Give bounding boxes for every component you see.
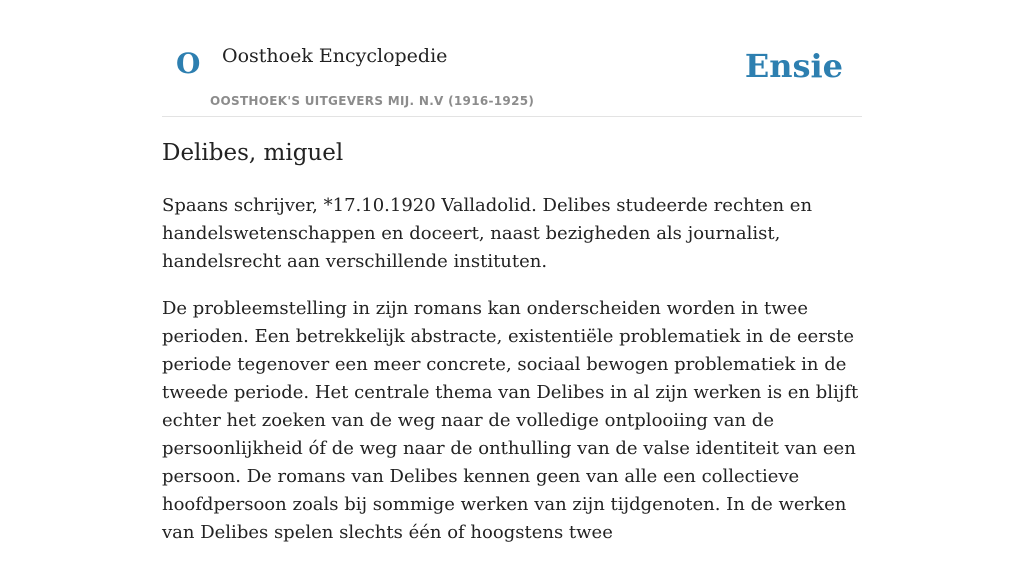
article-body [162, 192, 862, 566]
header [162, 0, 862, 117]
article-title: Delibes, miguel [162, 140, 344, 166]
article-paragraph: Spaans schrijver, *17.10.1920 Valladolid. Delibes studeerde rechten en handelswetenschappen en doceert, naast bezigheden als journalist, handelsrecht aan verschillende instituten. [162, 195, 813, 272]
source-publisher: OOSTHOEK'S UITGEVERS MIJ. N.V (1916-1925) [210, 94, 535, 108]
source-logo: O [176, 47, 201, 80]
article-paragraph: De probleemstelling in zijn romans kan onderscheiden worden in twee perioden. Een betrekkelijk abstracte, existentiële problematiek in de eerste periode tegenover een meer concrete, sociaal bewogen problematiek in de tweede periode. Het centrale thema van Delibes in al zijn werken is en blijft echter het zoeken van de weg naar de volledige ontplooiing van de persoonlijkheid óf de weg naar de onthulling van de valse identiteit van een persoon. De romans van Delibes kennen geen van alle een collectieve hoofdpersoon zoals bij sommige werken van zijn tijdgenoten. In de werken van Delibes spelen slechts één of hoogstens twee [162, 298, 859, 543]
brand-logo[interactable]: Ensie [744, 47, 843, 85]
source-title[interactable]: Oosthoek Encyclopedie [222, 45, 448, 67]
